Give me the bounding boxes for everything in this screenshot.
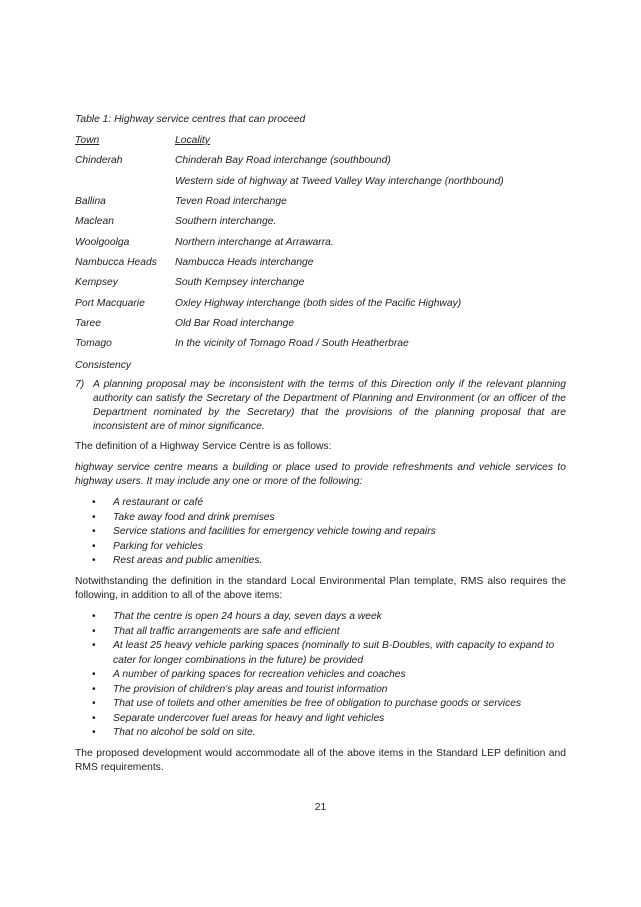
list-item: • Service stations and facilities for emergency vehicle towing and repairs [92,525,566,540]
table-row [75,277,575,291]
list-item: • That use of toilets and other amenities be free of obligation to purchase goods or services [92,697,566,712]
list-item: • The provision of children’s play areas and tourist information [92,683,566,698]
consistency-item-number: 7) [75,379,85,390]
bullet-icon: • [92,640,96,651]
table-cell-locality: In the vicinity of Tomago Road / South Heatherbrae [175,338,409,349]
table-header-row [75,135,575,149]
table-row [75,176,575,190]
table-cell-locality: Old Bar Road interchange [175,318,295,329]
bullet-icon: • [92,625,96,637]
list-item: • A number of parking spaces for recreation vehicles and coaches [92,668,566,683]
table-cell-locality: Western side of highway at Tweed Valley Way interchange (northbound) [175,176,504,187]
list-item: • At least 25 heavy vehicle parking spaces (nominally to suit B-Doubles, with capacity to expand to cater for longer combinations in the future) be provided [92,640,555,666]
table-cell-town: Woolgoolga [75,237,130,248]
rms-intro: Notwithstanding the definition in the standard Local Environmental Plan template, RMS also requires the following, in addition to all of the above items: [75,576,566,601]
bullet-icon: • [92,683,96,695]
table-header-locality: Locality [175,135,210,146]
table-row [75,237,575,251]
table-cell-locality: Southern interchange. [175,216,277,227]
table-cell-town: Port Macquarie [75,298,145,309]
table-cell-locality: Oxley Highway interchange (both sides of the Pacific Highway) [175,298,462,309]
bullet-icon: • [92,698,96,709]
table-cell-locality: South Kempsey interchange [175,277,305,288]
bullet-icon: • [92,540,96,552]
bullet-icon: • [92,611,96,622]
table-cell-town: Chinderah [75,155,123,166]
table-row [75,196,575,210]
consistency-item-text: A planning proposal may be inconsistent with the terms of this Direction only if the relevant planning authority can satisfy the Secretary of the Department of Planning and Environment (or an officer of the Department nominated by the Secretary) that the provisions of the planning proposal that are inconsistent are of minor significance. [93,379,566,432]
table-cell-town: Ballina [75,196,106,207]
list-item: • That the centre is open 24 hours a day, seven days a week [92,610,566,625]
list-item: • Rest areas and public amenities. [92,554,566,569]
list-item: • Take away food and drink premises [92,511,566,526]
rms-bullet-list [92,610,566,741]
list-item: • Parking for vehicles [92,540,566,555]
page-number: 21 [314,802,327,813]
table-row [75,155,575,169]
list-item: • That no alcohol be sold on site. [92,726,566,741]
consistency-heading: Consistency [75,360,132,371]
table-cell-locality: Northern interchange at Arrawarra. [175,237,334,248]
list-item: • That all traffic arrangements are safe and efficient [92,625,566,640]
table-cell-town: Taree [75,318,101,329]
table-cell-town: Kempsey [75,277,118,288]
bullet-icon: • [92,669,96,680]
table-cell-locality: Chinderah Bay Road interchange (southbound) [175,155,391,166]
table-row [75,298,575,312]
table-row [75,338,575,352]
definition-intro: The definition of a Highway Service Centre is as follows: [75,441,332,452]
table-row [75,216,575,230]
consistency-item [75,378,566,434]
bullet-icon: • [92,511,96,523]
list-item: • Separate undercover fuel areas for heavy and light vehicles [92,712,566,727]
bullet-icon: • [92,526,96,537]
definition-bullet-list [92,496,566,569]
table-row [75,318,575,332]
table-cell-town: Nambucca Heads [75,257,157,268]
table-caption: Table 1: Highway service centres that can proceed [75,114,306,125]
table-cell-town: Maclean [75,216,114,227]
table-header-town: Town [75,135,100,146]
definition-text: highway service centre means a building or place used to provide refreshments and vehicle services to highway users. It may include any one or more of the following: [75,462,566,487]
table-cell-town: Tomago [75,338,112,349]
conclusion-paragraph: The proposed development would accommodate all of the above items in the Standard LEP definition and RMS requirements. [75,748,566,773]
bullet-icon: • [92,712,96,724]
bullet-icon: • [92,497,96,508]
list-item: • A restaurant or café [92,496,566,511]
bullet-icon: • [92,555,96,566]
table-cell-locality: Teven Road interchange [175,196,287,207]
table-cell-locality: Nambucca Heads interchange [175,257,314,268]
bullet-icon: • [92,727,96,738]
table-row [75,257,575,271]
